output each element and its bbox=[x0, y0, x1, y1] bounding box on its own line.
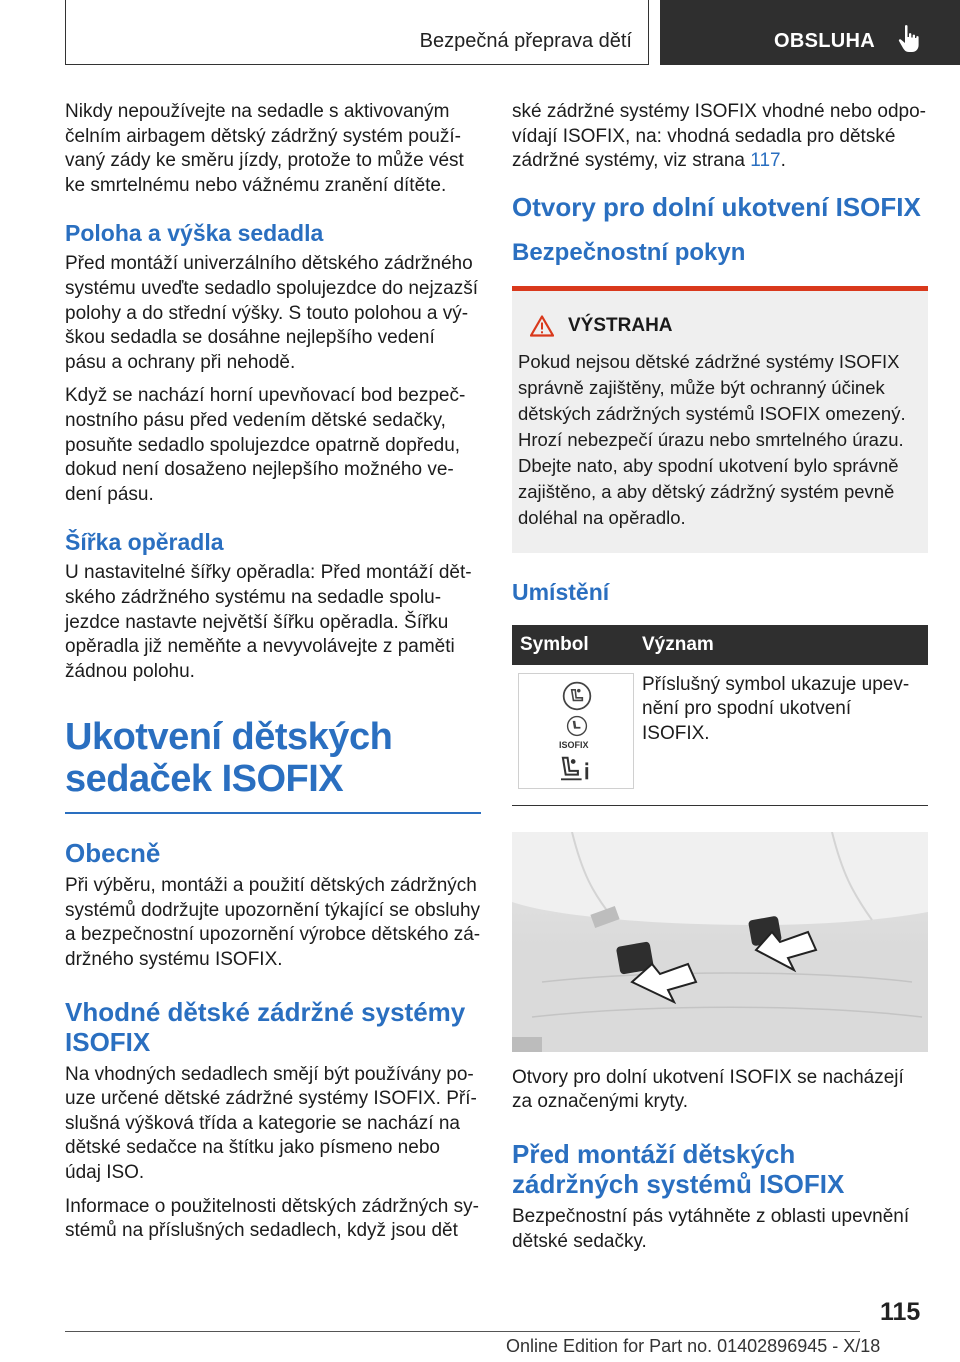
paragraph-seat-position-2: Když se nachází horní upevňovací bod bezpečnostního pásu před vedením dětské sedačky, posuňte sedadlo spolujezdce opatrně dopředu, dokud není dosaženo nejlepšího možného vedení pásu. bbox=[65, 385, 466, 505]
symbol-table bbox=[512, 625, 928, 799]
table-cell-symbol bbox=[512, 665, 634, 799]
heading-rule bbox=[65, 812, 481, 814]
paragraph-suitable-2: Informace o použitelnosti dětských zádržných systémů na příslušných sedadlech, když jsou dět bbox=[65, 1195, 479, 1242]
heading-isofix-openings: Otvory pro dolní ukotvení ISOFIX bbox=[512, 191, 921, 222]
heading-before-installation: Před montáží dětských zádržných systémů ISOFIX bbox=[512, 1138, 845, 1199]
chapter-tab[interactable] bbox=[660, 0, 960, 65]
paragraph-seat-position-1: Před montáží univerzálního dětského zádržného systému uveďte sedadlo spolujezdce do nejzazší polohy a do střední výšky. S touto polohou a výškou sedadla se dosáhne nejlepšího vedení pásu a ochrany při nehodě. bbox=[65, 253, 479, 373]
chapter-tab-label: OBSLUHA bbox=[774, 30, 875, 52]
heading-seat-position: Poloha a výška sedadla bbox=[65, 220, 324, 247]
isofix-small-icon bbox=[565, 714, 589, 738]
paragraph-before-installation: Bezpečnostní pás vytáhněte z oblasti upevnění dětské sedačky. bbox=[512, 1205, 910, 1252]
warning-title bbox=[530, 315, 920, 337]
right-column bbox=[512, 100, 928, 1263]
paragraph-backrest-width: U nastavitelné šířky opěradla: Před montáží dětského zádržného systému na sedadle spolujezdce nastavte největší šířku opěradla. Šířku opěradla již neměňte a nevyvolávejte z paměti žádnou polohu. bbox=[65, 562, 472, 682]
warning-text: Pokud nejsou dětské zádržné systémy ISOFIX správně zajištěny, může být ochranný účinek dětských zádržných systémů ISOFIX omezený. Hrozí nebezpečí úrazu nebo smrtelného úrazu. Dbejte nato, aby spodní ukotvení bylo správně zajištěno, a aby dětský zádržný systém pevně doléhal na opěradlo. bbox=[518, 350, 906, 528]
footer-rule bbox=[65, 1331, 860, 1332]
hand-pointer-icon bbox=[896, 24, 922, 54]
warning-triangle-icon bbox=[530, 315, 554, 337]
isofix-symbols bbox=[518, 673, 634, 789]
left-column bbox=[65, 100, 481, 1253]
heading-location: Umístění bbox=[512, 578, 610, 605]
isofix-label: ISOFIX bbox=[559, 739, 589, 750]
paragraph-airbag-warning: Nikdy nepoužívejte na sedadle s aktivovaným čelním airbagem dětský zádržný systém používaný zády ke směru jízdy, protože to může vést ke smrtelnému nebo vážnému zranění dítěte. bbox=[65, 101, 464, 196]
page-link-117[interactable]: 117 bbox=[750, 150, 781, 172]
paragraph-suitable-1: Na vhodných sedadlech smějí být používány pouze určené dětské zádržné systémy ISOFIX. Příslušná výšková třída a kategorie se nachází na dětské sedačce na štítku jako písmeno nebo údaj ISO. bbox=[65, 1063, 477, 1184]
table-row bbox=[512, 665, 928, 799]
heading-isofix-anchors: Ukotvení dětských sedaček ISOFIX bbox=[65, 716, 393, 801]
warning-box bbox=[512, 286, 928, 553]
paragraph-continued-end: . bbox=[780, 150, 786, 172]
header-frame bbox=[65, 0, 649, 65]
table-cell-meaning: Příslušný symbol ukazuje upevnění pro spodní ukotvení ISOFIX. bbox=[642, 673, 910, 744]
table-header-symbol: Symbol bbox=[512, 625, 634, 665]
heading-safety-instruction: Bezpečnostní pokyn bbox=[512, 238, 746, 266]
section-title: Bezpečná přeprava dětí bbox=[419, 30, 632, 52]
photo-caption: Otvory pro dolní ukotvení ISOFIX se nacházejí za označenými kryty. bbox=[512, 1066, 904, 1113]
table-header-meaning: Význam bbox=[634, 625, 928, 665]
heading-general: Obecně bbox=[65, 838, 161, 869]
paragraph-general: Při výběru, montáži a použití dětských zádržných systémů dodržujte upozornění týkající se obsluhy a bezpečnostní upozornění výrobce dětského zádržného systému ISOFIX. bbox=[65, 875, 481, 971]
heading-backrest-width: Šířka opěradla bbox=[65, 529, 224, 556]
paragraph-continued-text: ské zádržné systémy ISOFIX vhodné nebo odpovídají ISOFIX, na: vhodná sedadla pro dětské zádržné systémy, viz strana bbox=[512, 101, 926, 172]
warning-title-text: VÝSTRAHA bbox=[568, 314, 673, 336]
page-number: 115 bbox=[880, 1298, 921, 1326]
footer-edition: Online Edition for Part no. 01402896945 - X/18 bbox=[506, 1336, 881, 1356]
heading-suitable-systems: Vhodné dětské zádržné systémy ISOFIX bbox=[65, 996, 466, 1057]
rear-seat-isofix-photo bbox=[512, 832, 928, 1052]
paragraph-continued bbox=[512, 100, 928, 174]
child-seat-info-icon bbox=[559, 754, 593, 784]
table-header-row bbox=[512, 625, 928, 665]
child-seat-circle-icon bbox=[561, 680, 593, 712]
table-bottom-rule bbox=[512, 805, 928, 806]
